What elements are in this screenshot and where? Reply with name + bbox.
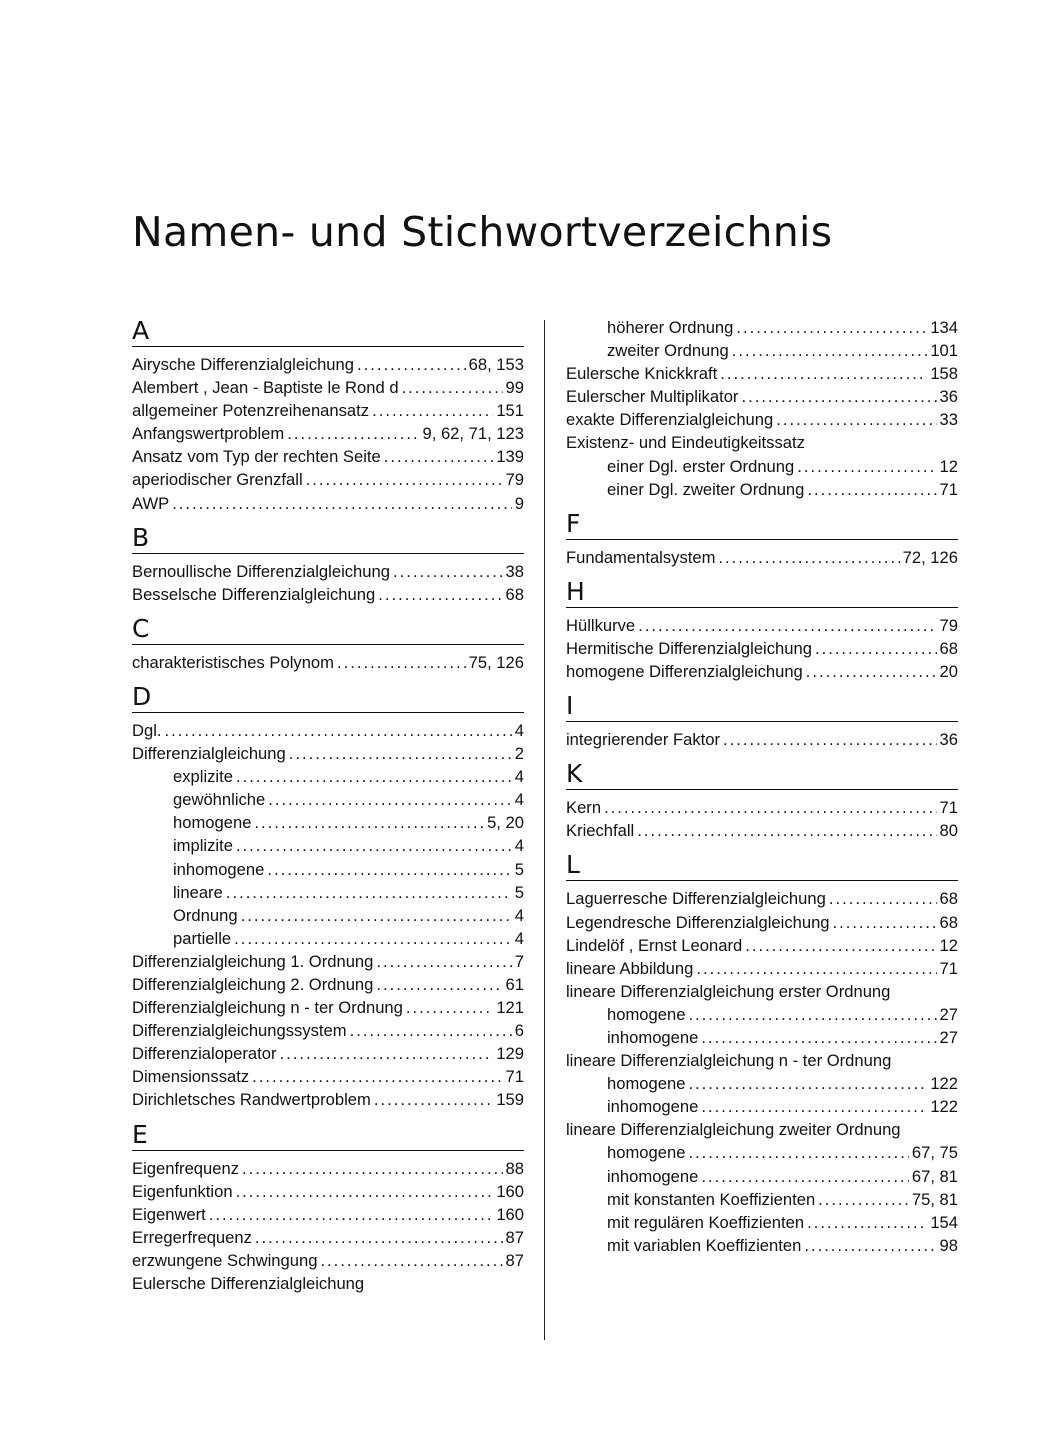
entry-term: homogene [607, 1004, 686, 1024]
index-entry [132, 445, 524, 468]
entry-term: Dirichletsches Randwertproblem [132, 1090, 371, 1110]
leader-dots [741, 385, 936, 408]
entry-term: homogene [607, 1143, 686, 1163]
index-entry [566, 431, 958, 454]
entry-term: einer Dgl. erster Ordnung [607, 456, 795, 476]
entry-pages: 12 [939, 456, 958, 476]
index-subentry [132, 788, 524, 811]
index-section [566, 759, 958, 842]
index-entry [132, 1180, 524, 1203]
index-entry [132, 376, 524, 399]
entry-term: partielle [173, 928, 232, 948]
index-entry [132, 651, 524, 674]
entry-term: höherer Ordnung [607, 318, 734, 337]
index-entry [566, 614, 958, 637]
index-entry [132, 1065, 524, 1088]
entry-pages: 121 [496, 998, 524, 1018]
entry-pages: 71 [939, 798, 958, 818]
entry-term: lineare Differenzialgleichung n - ter Ordnung [566, 1051, 892, 1071]
index-section [566, 850, 958, 1257]
leader-dots [255, 1226, 503, 1249]
entry-pages: 160 [496, 1204, 524, 1224]
entry-pages: 98 [939, 1235, 958, 1255]
entry-term: Airysche Differenzialgleichung [132, 355, 354, 374]
entry-term: homogene [173, 813, 252, 833]
index-entry [566, 637, 958, 660]
leader-dots [306, 468, 503, 491]
entry-pages: 6 [514, 1021, 524, 1041]
entry-term: Ordnung [173, 905, 238, 925]
leader-dots [688, 1003, 936, 1026]
index-subentry [132, 811, 524, 834]
entry-pages: 122 [930, 1074, 958, 1094]
index-entry [566, 911, 958, 934]
column-divider [544, 320, 545, 1340]
leader-dots [172, 492, 512, 515]
entry-term: Dimensionssatz [132, 1067, 250, 1087]
leader-dots [806, 660, 937, 683]
index-subentry [132, 904, 524, 927]
entry-term: Eigenwert [132, 1204, 206, 1224]
entry-pages: 4 [514, 767, 524, 787]
index-subentry [566, 1003, 958, 1026]
section-letter: I [566, 691, 958, 722]
leader-dots [287, 422, 419, 445]
index-entry [566, 408, 958, 431]
entry-term: Erregerfrequenz [132, 1227, 252, 1247]
section-letter: K [566, 759, 958, 790]
leader-dots [688, 1141, 908, 1164]
entry-term: mit konstanten Koeffizienten [607, 1189, 816, 1209]
leader-dots [723, 728, 937, 751]
entry-pages: 9 [514, 493, 524, 513]
entry-term: Lindelöf , Ernst Leonard [566, 935, 743, 955]
section-letter: F [566, 509, 958, 540]
index-entry [566, 1049, 958, 1072]
index-column-right [566, 316, 958, 1265]
entry-term: inhomogene [607, 1027, 699, 1047]
entry-pages: 87 [505, 1250, 524, 1270]
entry-pages: 159 [496, 1090, 524, 1110]
index-entry [132, 973, 524, 996]
entry-pages: 33 [939, 410, 958, 430]
entry-pages: 38 [505, 561, 524, 581]
section-letter: H [566, 577, 958, 608]
index-section [566, 577, 958, 683]
section-letter: A [132, 316, 524, 347]
index-subentry [566, 1072, 958, 1095]
leader-dots [720, 362, 927, 385]
leader-dots [234, 927, 512, 950]
entry-term: Laguerresche Differenzialgleichung [566, 889, 826, 909]
entry-pages: 27 [939, 1027, 958, 1047]
index-subentry [566, 1211, 958, 1234]
index-section [566, 509, 958, 569]
entry-pages: 71 [505, 1067, 524, 1087]
leader-dots [378, 583, 502, 606]
leader-dots [807, 1211, 927, 1234]
leader-dots [236, 834, 512, 857]
index-section [566, 316, 958, 501]
entry-pages: 7 [514, 951, 524, 971]
entry-pages: 80 [939, 821, 958, 841]
entry-term: Besselsche Differenzialgleichung [132, 584, 376, 604]
leader-dots [696, 957, 936, 980]
index-subentry [566, 1141, 958, 1164]
entry-term: gewöhnliche [173, 790, 266, 810]
entry-pages: 87 [505, 1227, 524, 1247]
entry-pages: 154 [930, 1212, 958, 1232]
index-entry [132, 996, 524, 1019]
entry-pages: 5 [514, 882, 524, 902]
index-subentry [132, 834, 524, 857]
index-entry [566, 546, 958, 569]
entry-pages: 5 [514, 859, 524, 879]
leader-dots [402, 376, 503, 399]
index-entry [132, 1226, 524, 1249]
entry-term: inhomogene [607, 1097, 699, 1117]
entry-term: Bernoullische Differenzialgleichung [132, 561, 390, 581]
index-entry [132, 353, 524, 376]
index-subentry [566, 455, 958, 478]
entry-pages: 151 [496, 401, 524, 421]
entry-pages: 134 [930, 318, 958, 337]
entry-term: Hermitische Differenzialgleichung [566, 638, 812, 658]
index-section [132, 1120, 524, 1296]
index-entry [566, 362, 958, 385]
index-entry [566, 660, 958, 683]
entry-term: Kriechfall [566, 821, 635, 841]
entry-term: Differenzialgleichungssystem [132, 1021, 347, 1041]
leader-dots [745, 934, 936, 957]
index-entry [132, 422, 524, 445]
leader-dots [267, 858, 511, 881]
entry-term: inhomogene [173, 859, 265, 879]
entry-term: Differenzialgleichung [132, 744, 286, 764]
index-entry [566, 980, 958, 1003]
leader-dots [252, 1065, 502, 1088]
entry-pages: 36 [939, 730, 958, 750]
entry-term: Eigenfunktion [132, 1181, 233, 1201]
entry-term: Hüllkurve [566, 615, 636, 635]
index-subentry [566, 478, 958, 501]
index-subentry [566, 1095, 958, 1118]
leader-dots [732, 339, 928, 362]
leader-dots [268, 788, 512, 811]
entry-pages: 139 [496, 447, 524, 467]
index-subentry [566, 1234, 958, 1257]
leader-dots [357, 353, 466, 376]
entry-term: mit regulären Koeffizienten [607, 1212, 805, 1232]
entry-pages: 61 [505, 974, 524, 994]
entry-pages: 71 [939, 479, 958, 499]
entry-pages: 79 [505, 470, 524, 490]
entry-pages: 68 [939, 638, 958, 658]
entry-pages: 67, 75 [911, 1143, 958, 1163]
entry-term: Differenzialgleichung n - ter Ordnung [132, 998, 403, 1018]
index-entry [132, 1042, 524, 1065]
index-entry [132, 1088, 524, 1111]
entry-pages: 4 [514, 905, 524, 925]
leader-dots [236, 1180, 494, 1203]
leader-dots [165, 719, 512, 742]
index-column-left [132, 316, 524, 1303]
leader-dots [688, 1072, 927, 1095]
index-entry [566, 796, 958, 819]
entry-term: lineare Differenzialgleichung erster Ordnung [566, 981, 891, 1001]
entry-term: Differenzialoperator [132, 1044, 277, 1064]
entry-pages: 4 [514, 928, 524, 948]
index-entry [132, 1203, 524, 1226]
leader-dots [384, 445, 494, 468]
index-entry [132, 468, 524, 491]
leader-dots [406, 996, 493, 1019]
entry-term: lineare Abbildung [566, 958, 694, 978]
entry-term: allgemeiner Potenzreihenansatz [132, 401, 370, 421]
leader-dots [818, 1188, 909, 1211]
entry-term: Eulersche Differenzialgleichung [132, 1274, 365, 1293]
leader-dots [242, 1157, 503, 1180]
index-section [566, 691, 958, 751]
index-entry [132, 1249, 524, 1272]
leader-dots [376, 973, 502, 996]
index-subentry [132, 927, 524, 950]
leader-dots [226, 881, 512, 904]
entry-pages: 68 [939, 912, 958, 932]
section-letter: E [132, 1120, 524, 1151]
entry-term: Eulersche Knickkraft [566, 364, 718, 384]
index-entry [132, 1157, 524, 1180]
entry-pages: 4 [514, 836, 524, 856]
entry-term: erzwungene Schwingung [132, 1250, 318, 1270]
index-section [132, 523, 524, 606]
entry-pages: 67, 81 [911, 1166, 958, 1186]
entry-pages: 158 [930, 364, 958, 384]
entry-term: AWP [132, 493, 170, 513]
entry-term: exakte Differenzialgleichung [566, 410, 774, 430]
leader-dots [701, 1026, 936, 1049]
entry-pages: 79 [939, 615, 958, 635]
entry-pages: 88 [505, 1158, 524, 1178]
leader-dots [372, 399, 493, 422]
leader-dots [804, 1234, 936, 1257]
entry-term: Existenz- und Eindeutigkeitssatz [566, 433, 805, 453]
index-subentry [566, 1026, 958, 1049]
leader-dots [797, 455, 936, 478]
leader-dots [254, 811, 484, 834]
entry-pages: 5, 20 [487, 813, 524, 833]
index-entry [132, 1019, 524, 1042]
entry-term: Alembert , Jean - Baptiste le Rond d [132, 378, 399, 398]
section-letter: B [132, 523, 524, 554]
index-entry [566, 385, 958, 408]
entry-term: Eulerscher Multiplikator [566, 387, 739, 407]
leader-dots [350, 1019, 512, 1042]
index-entry [566, 934, 958, 957]
index-section [132, 682, 524, 1112]
index-subentry [566, 316, 958, 339]
section-letter: L [566, 850, 958, 881]
entry-pages: 160 [496, 1181, 524, 1201]
leader-dots [280, 1042, 494, 1065]
entry-pages: 4 [514, 790, 524, 810]
leader-dots [701, 1095, 927, 1118]
section-letter: D [132, 682, 524, 713]
entry-pages: 75, 126 [468, 652, 524, 672]
entry-pages: 71 [939, 958, 958, 978]
entry-term: Differenzialgleichung 1. Ordnung [132, 951, 374, 971]
leader-dots [241, 904, 512, 927]
leader-dots [736, 316, 927, 339]
entry-pages: 68 [939, 889, 958, 909]
entry-pages: 20 [939, 662, 958, 682]
entry-pages: 72, 126 [902, 547, 958, 567]
leader-dots [807, 478, 936, 501]
entry-pages: 99 [505, 378, 524, 398]
leader-dots [374, 1088, 493, 1111]
entry-term: Differenzialgleichung 2. Ordnung [132, 974, 374, 994]
entry-pages: 129 [496, 1044, 524, 1064]
leader-dots [320, 1249, 502, 1272]
index-entry [132, 399, 524, 422]
entry-term: lineare [173, 882, 223, 902]
entry-pages: 75, 81 [911, 1189, 958, 1209]
leader-dots [337, 651, 466, 674]
entry-term: aperiodischer Grenzfall [132, 470, 303, 490]
leader-dots [289, 742, 512, 765]
entry-pages: 101 [930, 341, 958, 361]
entry-term: homogene Differenzialgleichung [566, 662, 803, 682]
index-entry [132, 492, 524, 515]
index-entry [566, 957, 958, 980]
index-entry [132, 742, 524, 765]
index-entry [132, 560, 524, 583]
entry-pages: 4 [514, 720, 524, 740]
entry-term: implizite [173, 836, 233, 856]
leader-dots [209, 1203, 494, 1226]
entry-term: Ansatz vom Typ der rechten Seite [132, 447, 381, 467]
entry-term: lineare Differenzialgleichung zweiter Ordnung [566, 1120, 901, 1140]
entry-pages: 68, 153 [468, 355, 524, 374]
index-section [132, 614, 524, 674]
entry-term: inhomogene [607, 1166, 699, 1186]
entry-pages: 9, 62, 71, 123 [422, 424, 524, 444]
index-subentry [132, 881, 524, 904]
entry-pages: 36 [939, 387, 958, 407]
index-subentry [132, 858, 524, 881]
leader-dots [236, 765, 512, 788]
index-section [132, 316, 524, 515]
leader-dots [604, 796, 936, 819]
leader-dots [637, 819, 936, 842]
index-entry [132, 719, 524, 742]
index-entry [566, 887, 958, 910]
entry-term: Fundamentalsystem [566, 547, 716, 567]
entry-term: explizite [173, 767, 233, 787]
leader-dots [701, 1165, 909, 1188]
entry-pages: 68 [505, 584, 524, 604]
entry-pages: 2 [514, 744, 524, 764]
entry-term: einer Dgl. zweiter Ordnung [607, 479, 805, 499]
index-entry [566, 728, 958, 751]
page-title: Namen- und Stichwortverzeichnis [132, 208, 833, 256]
index-subentry [132, 765, 524, 788]
entry-term: mit variablen Koeffizienten [607, 1235, 802, 1255]
leader-dots [829, 887, 937, 910]
entry-term: Anfangswertproblem [132, 424, 285, 444]
index-entry [566, 819, 958, 842]
section-letter: C [132, 614, 524, 645]
leader-dots [393, 560, 503, 583]
leader-dots [376, 950, 511, 973]
entry-term: zweiter Ordnung [607, 341, 729, 361]
index-entry [132, 583, 524, 606]
leader-dots [833, 911, 937, 934]
leader-dots [718, 546, 899, 569]
entry-pages: 27 [939, 1004, 958, 1024]
leader-dots [776, 408, 936, 431]
leader-dots [638, 614, 936, 637]
entry-pages: 12 [939, 935, 958, 955]
index-subentry [566, 1165, 958, 1188]
index-entry [566, 1118, 958, 1141]
entry-term: Kern [566, 798, 602, 818]
entry-term: integrierender Faktor [566, 730, 721, 750]
entry-term: Eigenfrequenz [132, 1158, 240, 1178]
entry-term: charakteristisches Polynom [132, 652, 334, 672]
index-subentry [566, 339, 958, 362]
index-entry [132, 1272, 524, 1295]
leader-dots [815, 637, 937, 660]
entry-term: homogene [607, 1074, 686, 1094]
index-subentry [566, 1188, 958, 1211]
index-entry [132, 950, 524, 973]
entry-pages: 122 [930, 1097, 958, 1117]
entry-term: Legendresche Differenzialgleichung [566, 912, 830, 932]
entry-term: Dgl. [132, 720, 162, 740]
